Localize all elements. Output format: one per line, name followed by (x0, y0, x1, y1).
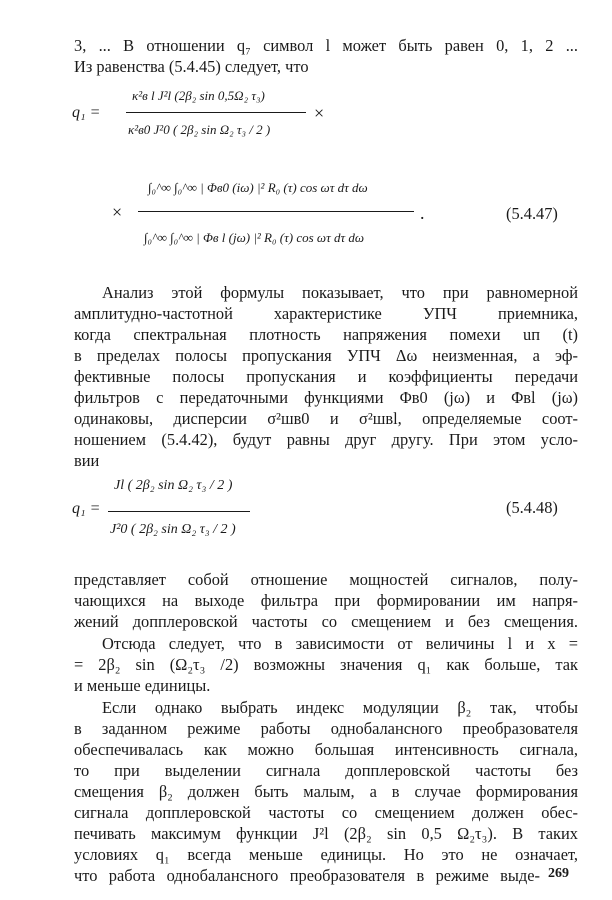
text-line: = 2β₂ sin (Ω₂τ₃ /2) возможны значения q₁ как больше, так (74, 655, 578, 674)
text-line: когда спектральная плотность напряжения помехи uп (t) (74, 325, 578, 344)
text-line: Отсюда следует, что в зависимости от величины l и x = (102, 634, 578, 653)
text-line: смещения β₂ должен быть малым, а в случае формирования (74, 782, 578, 801)
text-line: представляет собой отношение мощностей сигналов, полу- (74, 570, 578, 589)
equation-lhs: q₁ = (72, 500, 101, 517)
equation-number: (5.4.47) (506, 204, 558, 223)
fraction-bar (108, 511, 250, 512)
text-line: Анализ этой формулы показывает, что при равномерной (102, 283, 578, 302)
text-line: обеспечивалась как можно большая интенсивность сигнала, (74, 740, 578, 759)
text-line: то при выделении сигнала допплеровской частоты без (74, 761, 578, 780)
text-line: фильтров с передаточными функциями Φв0 (jω) и Φвl (jω) (74, 388, 578, 407)
text-line: жений допплеровской частоты со смещением и без смещения. (74, 612, 578, 631)
fraction-denominator: κ²в0 J²0 ( 2β₂ sin Ω₂ τ₃ / 2 ) (128, 122, 271, 137)
text-line: чающихся на выходе фильтра при формировании им напря- (74, 591, 578, 610)
times-sign: × (314, 103, 325, 123)
page-number: 269 (548, 866, 569, 881)
text-line: в заданном режиме работы однобалансного преобразователя (74, 719, 578, 738)
text-line: Из равенства (5.4.45) следует, что (74, 57, 309, 76)
text-line: амплитудно-частотной характеристике УПЧ приемника, (74, 304, 578, 323)
text-line: Если однако выбрать индекс модуляции β₂ так, чтобы (102, 698, 578, 717)
fraction-denominator: J²0 ( 2β₂ sin Ω₂ τ₃ / 2 ) (110, 522, 236, 537)
text-line: фективные полосы пропускания и коэффициенты передачи (74, 367, 578, 386)
text-line: что работа однобалансного преобразователя в режиме выде- (74, 866, 540, 885)
fraction-numerator: Jl ( 2β₂ sin Ω₂ τ₃ / 2 ) (114, 478, 233, 493)
text-line: одинаковы, дисперсии σ²шв0 и σ²швl, определяемые соот- (74, 409, 578, 428)
text-line: сигнала допплеровской частоты со смещением должен обес- (74, 803, 578, 822)
fraction-denominator: ∫₀^∞ ∫₀^∞ | Φв l (jω) |² R₀ (τ) cos ωτ dτ dω (144, 230, 365, 245)
text-line: печивать максимум функции J²l (2β₂ sin 0,5 Ω₂τ₃). В таких (74, 824, 578, 843)
text-line: 3, ... В отношении q₇ символ l может быть равен 0, 1, 2 ... (74, 36, 578, 55)
text-line: вии (74, 451, 100, 470)
equation-lhs: q₁ = (72, 104, 101, 121)
text-line: ношением (5.4.42), будут равны друг другу. При этом усло- (74, 430, 578, 449)
equation-number: (5.4.48) (506, 498, 558, 517)
text-line: и меньше единицы. (74, 676, 211, 695)
times-sign: × (112, 202, 123, 222)
text-line: условиях q₁ всегда меньше единицы. Но это не означает, (74, 845, 578, 864)
period: . (420, 203, 425, 223)
text-line: в пределах полосы пропускания УПЧ Δω неизменная, а эф- (74, 346, 578, 365)
fraction-bar (126, 112, 306, 113)
fraction-numerator: κ²в l J²l (2β₂ sin 0,5Ω₂ τ₃) (132, 88, 265, 103)
fraction-numerator: ∫₀^∞ ∫₀^∞ | Φв0 (iω) |² R₀ (τ) cos ωτ dτ dω (148, 180, 368, 195)
fraction-bar (138, 211, 414, 212)
